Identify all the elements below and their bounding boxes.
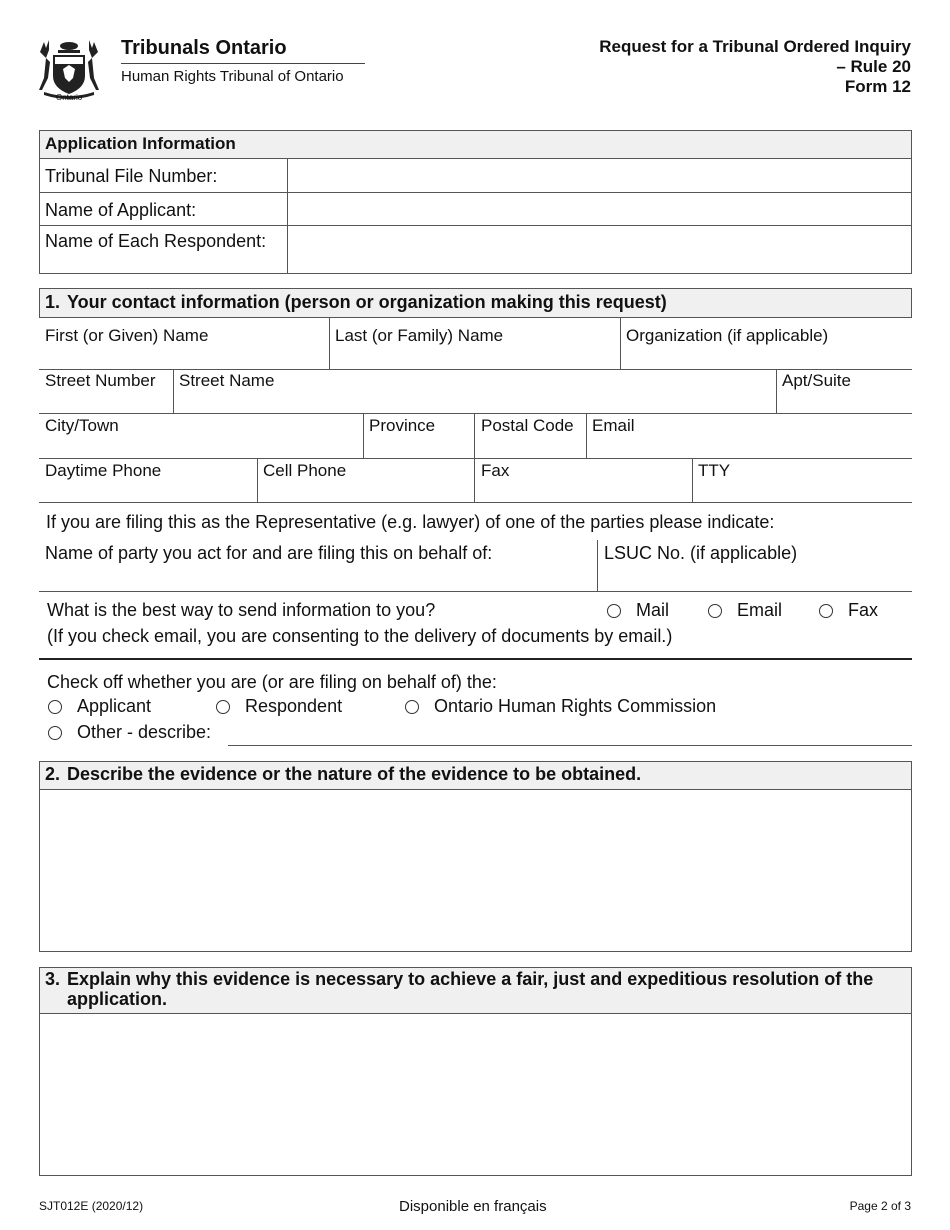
column-divider <box>692 458 693 503</box>
cell-phone-field[interactable] <box>259 482 473 502</box>
city-label: City/Town <box>45 416 119 435</box>
row-divider <box>40 225 911 226</box>
column-divider <box>257 458 258 503</box>
email-field[interactable] <box>588 437 910 458</box>
first-name-label: First (or Given) Name <box>45 326 209 345</box>
form-title-line-2: – Rule 20 <box>836 57 911 76</box>
applicant-radio[interactable] <box>48 700 62 714</box>
application-info-heading: Application Information <box>45 134 236 153</box>
column-divider <box>586 413 587 459</box>
section-3-heading-line-1: Explain why this evidence is necessary to achieve a fair, just and expeditious resolution of the <box>67 969 874 989</box>
other-radio[interactable] <box>48 726 62 740</box>
respondent-radio[interactable] <box>216 700 230 714</box>
file-number-field[interactable] <box>289 160 909 191</box>
street-number-field[interactable] <box>40 392 172 413</box>
postal-code-field[interactable] <box>476 437 585 458</box>
contact-heading-num: 1. <box>45 292 61 312</box>
apt-suite-label: Apt/Suite <box>782 371 851 390</box>
lsuc-label: LSUC No. (if applicable) <box>604 543 798 563</box>
email-radio[interactable] <box>708 604 722 618</box>
french-availability: Disponible en français <box>399 1198 547 1215</box>
fax-option-label: Fax <box>848 600 879 620</box>
party-type-question: Check off whether you are (or are filing on behalf of) the: <box>47 672 497 692</box>
street-number-label: Street Number <box>45 371 156 390</box>
respondent-name-label: Name of Each Respondent: <box>45 231 267 251</box>
other-option-label: Other - describe: <box>77 722 212 742</box>
org-divider <box>121 63 365 64</box>
contact-heading: Your contact information (person or organization making this request) <box>67 292 667 312</box>
section-2-heading: Describe the evidence or the nature of the evidence to be obtained. <box>67 764 642 784</box>
cell-phone-label: Cell Phone <box>263 461 347 480</box>
evidence-justification-field[interactable] <box>41 1016 910 1174</box>
section-3-num: 3. <box>45 969 61 989</box>
street-name-field[interactable] <box>175 392 775 413</box>
email-label: Email <box>592 416 635 435</box>
row-divider <box>39 369 912 370</box>
tty-field[interactable] <box>694 482 910 502</box>
form-title <box>599 37 911 97</box>
section-divider <box>39 658 912 660</box>
row-divider <box>40 158 911 159</box>
province-label: Province <box>369 416 436 435</box>
email-option-label: Email <box>737 600 783 620</box>
column-divider <box>363 413 364 459</box>
party-name-field[interactable] <box>40 566 596 591</box>
form-title-line-1: Request for a Tribunal Ordered Inquiry <box>599 37 911 56</box>
representative-note: If you are filing this as the Representative (e.g. lawyer) of one of the parties please indicate: <box>46 512 775 532</box>
org-name: Tribunals Ontario <box>121 37 287 59</box>
applicant-option-label: Applicant <box>77 696 152 716</box>
apt-suite-field[interactable] <box>778 392 910 413</box>
page-number: Page 2 of 3 <box>849 1199 911 1213</box>
row-divider <box>39 458 912 459</box>
section-3-heading-line-2: application. <box>67 989 168 1009</box>
respondent-name-field[interactable] <box>289 227 909 272</box>
province-field[interactable] <box>365 437 473 458</box>
applicant-name-field[interactable] <box>289 194 909 224</box>
section-2-num: 2. <box>45 764 61 784</box>
fax-radio[interactable] <box>819 604 833 618</box>
lsuc-field[interactable] <box>599 566 910 591</box>
form-title-line-3: Form 12 <box>844 77 911 96</box>
daytime-phone-label: Daytime Phone <box>45 461 162 480</box>
organization-label: Organization (if applicable) <box>626 326 829 345</box>
column-divider <box>474 458 475 503</box>
last-name-label: Last (or Family) Name <box>335 326 504 345</box>
file-number-label: Tribunal File Number: <box>45 166 218 186</box>
first-name-field[interactable] <box>40 346 328 368</box>
last-name-field[interactable] <box>331 346 619 368</box>
postal-code-label: Postal Code <box>481 416 574 435</box>
delivery-method-question: What is the best way to send information to you? <box>47 600 436 620</box>
party-name-label: Name of party you act for and are filing this on behalf of: <box>45 543 493 563</box>
mail-option-label: Mail <box>636 600 670 620</box>
fax-field[interactable] <box>476 482 691 502</box>
tty-label: TTY <box>698 461 731 480</box>
mail-radio[interactable] <box>607 604 621 618</box>
column-divider <box>474 413 475 459</box>
column-divider <box>620 318 621 369</box>
ohrc-radio[interactable] <box>405 700 419 714</box>
other-describe-field[interactable] <box>228 724 912 746</box>
column-divider <box>287 159 288 273</box>
row-divider <box>39 591 912 592</box>
fax-label: Fax <box>481 461 510 480</box>
evidence-description-field[interactable] <box>41 792 910 950</box>
city-field[interactable] <box>40 437 362 458</box>
street-name-label: Street Name <box>179 371 275 390</box>
row-divider <box>39 502 912 503</box>
logo-caption: Ontario <box>56 93 83 102</box>
form-code: SJT012E (2020/12) <box>39 1199 144 1213</box>
respondent-option-label: Respondent <box>245 696 343 716</box>
daytime-phone-field[interactable] <box>40 482 256 502</box>
column-divider <box>173 369 174 414</box>
column-divider <box>597 540 598 592</box>
applicant-name-label: Name of Applicant: <box>45 200 197 220</box>
email-consent-note: (If you check email, you are consenting to the delivery of documents by email.) <box>47 626 673 646</box>
row-divider <box>39 413 912 414</box>
org-subname: Human Rights Tribunal of Ontario <box>121 68 344 85</box>
organization-field[interactable] <box>622 346 910 368</box>
column-divider <box>776 369 777 414</box>
ohrc-option-label: Ontario Human Rights Commission <box>434 696 717 716</box>
row-divider <box>40 192 911 193</box>
column-divider <box>329 318 330 369</box>
